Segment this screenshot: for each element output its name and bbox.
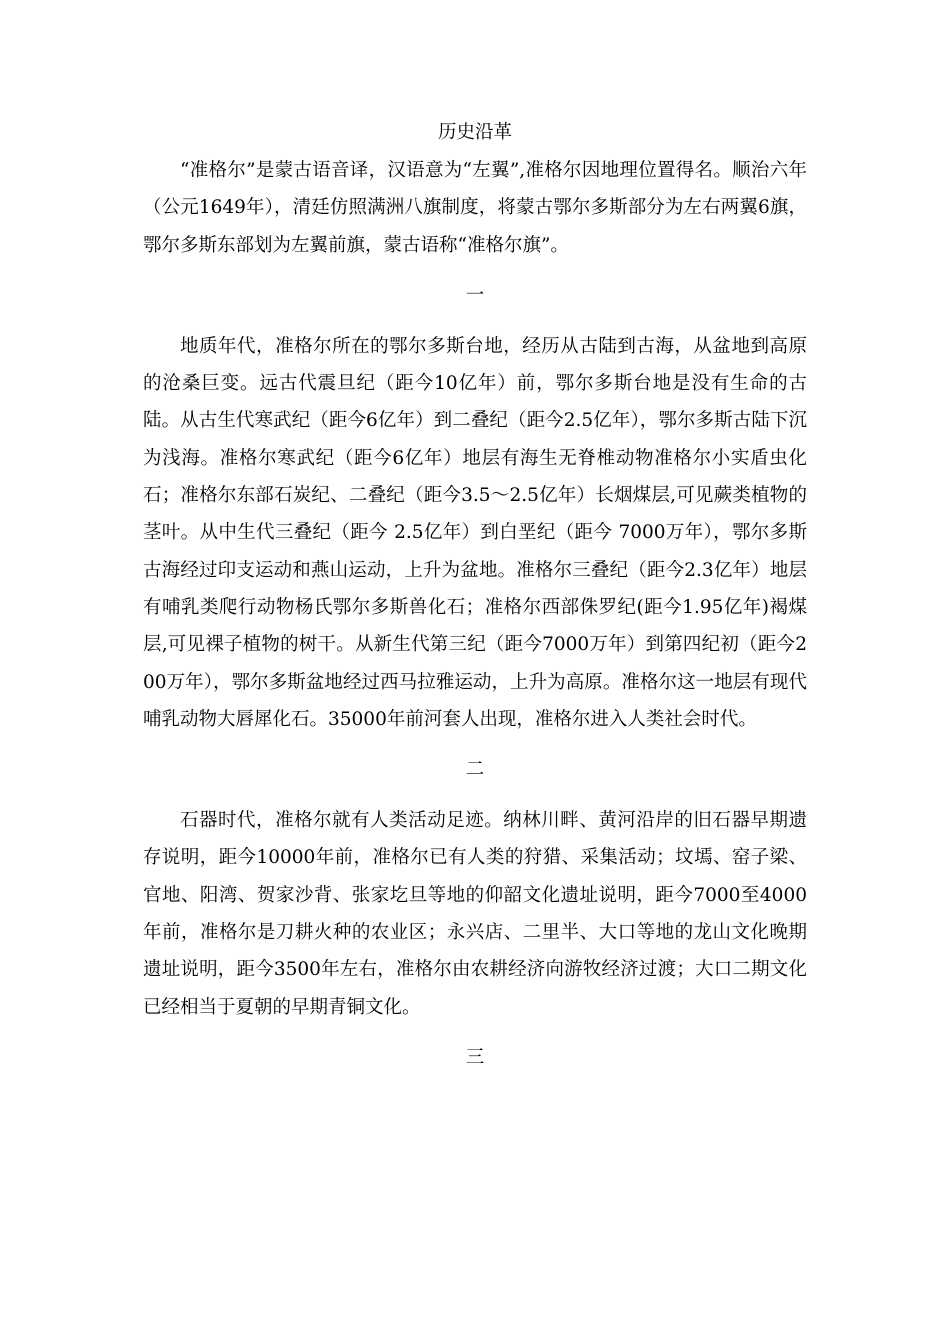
- section-number-2: 二: [465, 759, 485, 781]
- section-number-3: 三: [465, 1046, 485, 1068]
- document-page: [143, 114, 807, 1090]
- section-number-1: 一: [465, 284, 485, 306]
- section-paragraph-1: 地质年代，准格尔所在的鄂尔多斯台地，经历从古陆到古海，从盆地到高原的沧桑巨变。远古代震旦纪（距今10亿年）前，鄂尔多斯台地是没有生命的古陆。从古生代寒武纪（距今6亿年）到二叠纪（距今2.5亿年），鄂尔多斯古陆下沉为浅海。准格尔寒武纪（距今6亿年）地层有海生无脊椎动物准格尔小实盾虫化石；准格尔东部石炭纪、二叠纪（距今3.5～2.5亿年）长烟煤层,可见蕨类植物的茎叶。从中生代三叠纪（距今 2.5亿年）到白垩纪（距今 7000万年），鄂尔多斯古海经过印支运动和燕山运动，上升为盆地。准格尔三叠纪（距今2.3亿年）地层有哺乳类爬行动物杨氏鄂尔多斯兽化石；准格尔西部侏罗纪(距今1.95亿年)褐煤层,可见裸子植物的树干。从新生代第三纪（距今7000万年）到第四纪初（距今200万年），鄂尔多斯盆地经过西马拉雅运动，上升为高原。准格尔这一地层有现代哺乳动物大唇犀化石。35000年前河套人出现，准格尔进入人类社会时代。: [143, 335, 807, 730]
- page-title: 历史沿革: [437, 122, 512, 143]
- section-paragraph-2: 石器时代，准格尔就有人类活动足迹。纳林川畔、黄河沿岸的旧石器早期遗存说明，距今10000年前，准格尔已有人类的狩猎、采集活动；坟墕、窑子梁、官地、阳湾、贺家沙背、张家圪旦等地的仰韶文化遗址说明，距今7000至4000年前，准格尔是刀耕火种的农业区；永兴店、二里半、大口等地的龙山文化晚期遗址说明，距今3500年左右，准格尔由农耕经济向游牧经济过渡；大口二期文化已经相当于夏朝的早期青铜文化。: [143, 810, 807, 1018]
- intro-paragraph: “准格尔”是蒙古语音译，汉语意为“左翼”,准格尔因地理位置得名。顺治六年（公元1649年），清廷仿照满洲八旗制度，将蒙古鄂尔多斯部分为左右两翼6旗，鄂尔多斯东部划为左翼前旗，蒙古语称“准格尔旗”。: [143, 160, 807, 256]
